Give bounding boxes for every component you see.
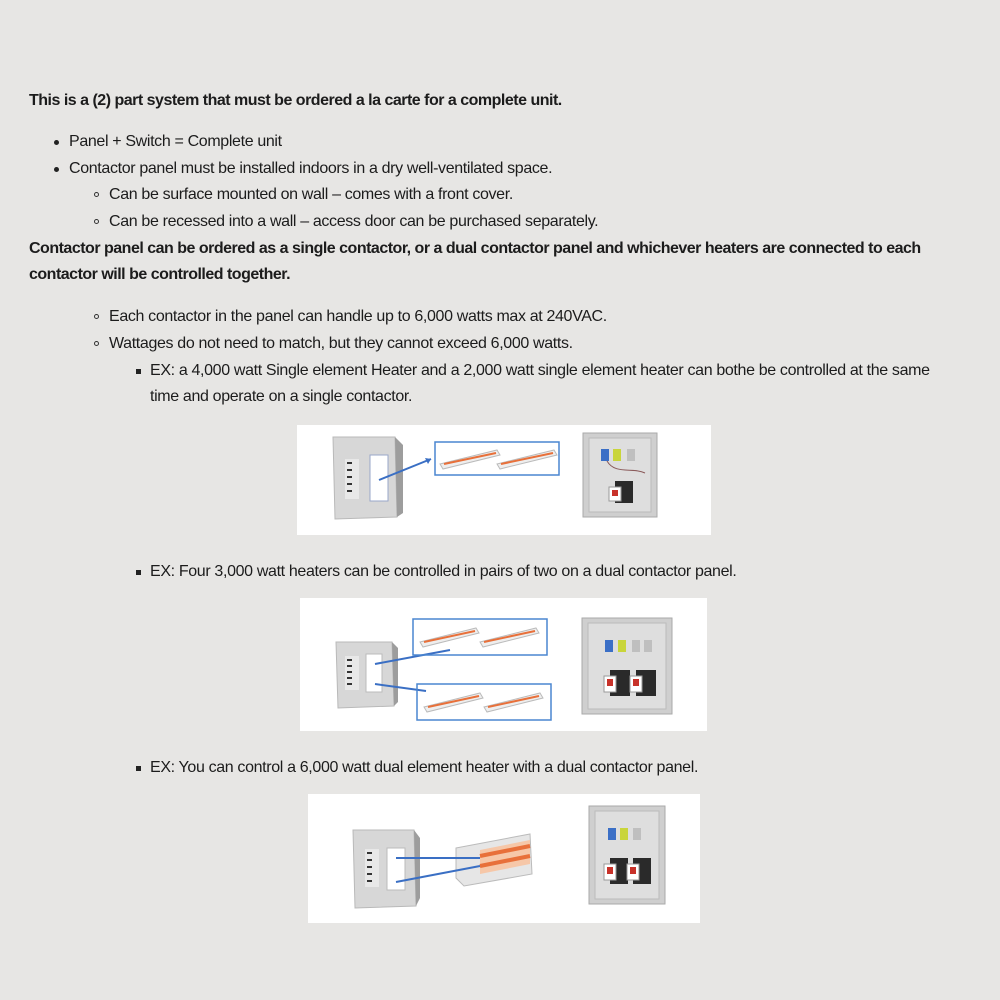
dual-element-heater-diagram — [308, 794, 700, 923]
example-3-figure — [308, 794, 700, 923]
switch-plate-icon — [336, 642, 398, 708]
example-2-text: EX: Four 3,000 watt heaters can be controlled in pairs of two on a dual contactor panel. — [150, 563, 737, 580]
intro-heading: This is a (2) part system that must be ordered a la carte for a complete unit. — [29, 92, 562, 109]
dual-contactor-pairs-diagram — [300, 598, 707, 731]
example-2-figure — [300, 598, 707, 731]
dual-contactor-panel-icon — [582, 618, 672, 714]
contactor-heading-line1: Contactor panel can be ordered as a single contactor, or a dual contactor panel and whichever heaters are connected to each — [29, 240, 921, 257]
switch-plate-icon — [333, 437, 403, 519]
dual-element-heater-icon — [456, 834, 532, 886]
heater-icon — [420, 628, 479, 647]
heater-group-box — [417, 684, 551, 720]
heater-group-box — [413, 619, 547, 655]
heater-icon — [424, 693, 483, 712]
contactor-panel-icon — [583, 433, 657, 517]
heater-icon — [480, 628, 539, 647]
contactor-heading-line2: contactor will be controlled together. — [29, 266, 291, 283]
list-item: Can be recessed into a wall – access door can be purchased separately. — [109, 213, 599, 230]
list-item: Contactor panel must be installed indoors in a dry well-ventilated space. — [69, 160, 553, 177]
single-contactor-diagram — [297, 425, 711, 535]
example-1-text-line1: EX: a 4,000 watt Single element Heater and a 2,000 watt single element heater can bothe be controlled at the same — [150, 362, 930, 379]
switch-plate-icon — [353, 830, 420, 908]
heater-icon — [440, 450, 500, 469]
example-1-text-line2: time and operate on a single contactor. — [150, 388, 413, 405]
list-item: Can be surface mounted on wall – comes with a front cover. — [109, 186, 513, 203]
heater-icon — [484, 693, 543, 712]
example-1-figure — [297, 425, 711, 535]
list-item: Wattages do not need to match, but they cannot exceed 6,000 watts. — [109, 335, 573, 352]
list-item: Panel + Switch = Complete unit — [69, 133, 282, 150]
list-item: Each contactor in the panel can handle up to 6,000 watts max at 240VAC. — [109, 308, 607, 325]
example-3-text: EX: You can control a 6,000 watt dual element heater with a dual contactor panel. — [150, 759, 699, 776]
heater-icon — [497, 450, 557, 469]
dual-contactor-panel-icon — [589, 806, 665, 904]
